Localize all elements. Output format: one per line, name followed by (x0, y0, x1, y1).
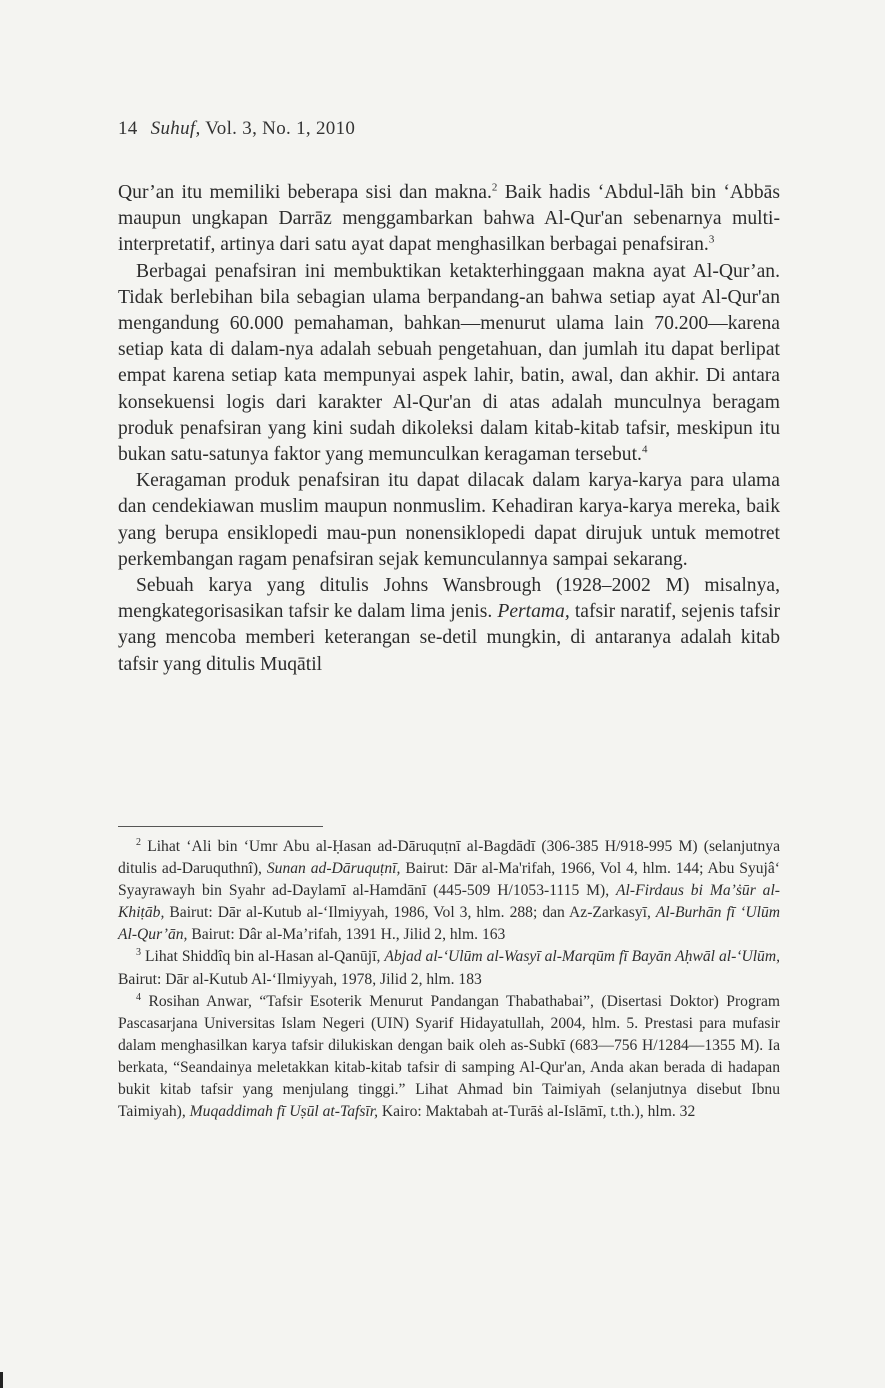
footnote-text: Bairut: Dār al-Kutub al-‘Ilmiyyah, 1986, Vol 3, hlm. 288; dan Az-Zarkasyī, (164, 904, 656, 922)
scan-edge-mark (0, 1372, 3, 1388)
journal-name: Suhuf, (150, 118, 201, 139)
paragraph-4 (118, 573, 780, 678)
running-header (118, 118, 355, 140)
paragraph-text: Sebuah karya yang ditulis Johns Wansbrough (1928–2002 M) misalnya, mengkategorisasikan tafsir ke dalam lima jenis. (118, 575, 780, 623)
footnote-number: 2 (136, 836, 141, 848)
paragraph-1 (118, 180, 780, 259)
book-title: Abjad al-‘Ulūm al-Wasyī al-Marqūm fī Bayān Aḥwāl al-‘Ulūm, (384, 948, 781, 966)
footnote-4 (118, 991, 780, 1124)
footnote-ref-3: 3 (708, 233, 715, 246)
footnote-divider (118, 826, 323, 827)
journal-volume: Vol. 3, No. 1, 2010 (205, 118, 356, 139)
footnote-ref-2: 2 (491, 181, 498, 194)
footnote-text: Lihat Shiddîq bin al-Hasan al-Qanūjī, (141, 948, 385, 966)
book-title: Al-Burhān fī ‘Ulūm Al-Qur’ān, (118, 904, 781, 944)
book-title: Al-Firdaus bi Ma’ṡūr al-Khiṭāb, (118, 882, 780, 922)
footnote-text: Bairut: Dār al-Kutub Al-‘Ilmiyyah, 1978, Jilid 2, hlm. 183 (118, 970, 482, 988)
footnote-number: 3 (136, 947, 141, 959)
footnote-text: Rosihan Anwar, “Tafsir Esoterik Menurut Pandangan Thabathabai”, (Disertasi Doktor) Program Pascasarjana Universitas Islam Negeri (UIN) Syarif Hidayatullah, 2004, hlm. 5. Prestasi para mufasir dalam menghasilkan karya tafsir dilukiskan dengan baik oleh as-Subkī (683—756 H/1284—1355 M). Ia berkata, “Seandainya meletakkan kitab-kitab tafsir di samping Al-Qur'an, Anda akan berada di hadapan bukit kitab tafsir yang menjulang tinggi.” Lihat Ahmad bin Taimiyah (selanjutnya disebut Ibnu Taimiyah), (118, 992, 780, 1121)
emphasis-text: Pertama, (497, 601, 570, 623)
footnotes (118, 836, 780, 1123)
paragraph-3: Keragaman produk penafsiran itu dapat dilacak dalam karya-karya para ulama dan cendekiawan muslim maupun nonmuslim. Kehadiran karya-karya mereka, baik yang berupa ensiklopedi mau-pun nonensiklopedi dapat dirujuk untuk memotret perkembangan ragam penafsiran sejak kemunculannya sampai sekarang. (118, 470, 780, 570)
footnote-text: Kairo: Maktabah at-Turāṡ al-Islāmī, t.th.), hlm. 32 (377, 1103, 696, 1121)
footnote-number: 4 (136, 991, 141, 1003)
footnote-2 (118, 836, 780, 946)
paragraph-text: Baik hadis ‘Abdul-lāh bin ‘Abbās maupun ungkapan Darrāz menggambarkan bahwa Al-Qur'an sebenarnya multi-interpretatif, artinya dari satu ayat dapat menghasilkan berbagai penafsiran. (118, 182, 780, 256)
page-number: 14 (118, 118, 138, 139)
book-title: Muqaddimah fī Uṣūl at-Tafsīr, (189, 1103, 378, 1121)
paragraph-text: Qur’an itu memiliki beberapa sisi dan makna. (118, 182, 492, 203)
footnote-text: Lihat ‘Ali bin ‘Umr Abu al-Ḥasan ad-Dāruquṭnī al-Bagdādī (306-385 H/918-995 M) (selanjutnya ditulis ad-Daruquthnî), (118, 838, 780, 878)
footnote-3 (118, 946, 780, 990)
paragraph-2 (118, 259, 780, 469)
paragraph-text: tafsir naratif, sejenis tafsir yang mencoba memberi keterangan se-detil mungkin, di antaranya adalah kitab tafsir yang ditulis Muqātil (118, 601, 781, 675)
paragraph-text: Berbagai penafsiran ini membuktikan ketakterhinggaan makna ayat Al-Qur’an. Tidak berlebihan bila sebagian ulama berpandang-an bahwa setiap ayat Al-Qur'an mengandung 60.000 pemahaman, bahkan—menurut ulama lain 70.200—karena setiap kata di dalam-nya adalah sebuah pengetahuan, dan jumlah itu dapat berlipat empat karena setiap kata mempunyai aspek lahir, batin, awal, dan akhir. Di antara konsekuensi logis dari karakter Al-Qur'an di atas adalah munculnya beragam produk penafsiran yang kini sudah dikoleksi dalam kitab-kitab tafsir, meskipun itu bukan satu-satunya faktor yang memunculkan keragaman tersebut. (118, 260, 780, 466)
book-title: Sunan ad-Dāruquṭnī, (266, 860, 401, 878)
footnote-ref-4: 4 (641, 443, 648, 456)
footnote-text: Bairut: Dâr al-Ma’rifah, 1391 H., Jilid 2, hlm. 163 (187, 926, 506, 944)
body-text (118, 180, 780, 678)
footnote-text: Bairut: Dār al-Ma'rifah, 1966, Vol 4, hlm. 144; Abu Syujâ‘ Syayrawayh bin Syahr ad-Daylamī al-Hamdānī (445-509 H/1053-1115 M), (118, 860, 781, 900)
